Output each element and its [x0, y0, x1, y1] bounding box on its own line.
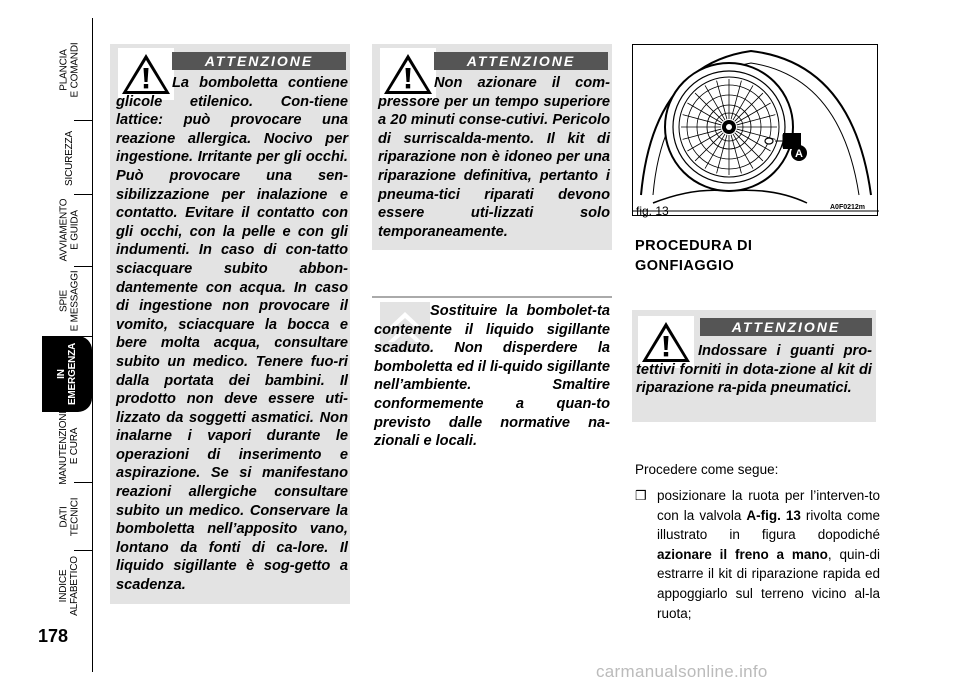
- section-heading: [635, 236, 752, 276]
- figure-wheel: [632, 44, 878, 216]
- heading-line-2: GONFIAGGIO: [635, 258, 735, 274]
- tab-manutenzione[interactable]: [42, 407, 96, 485]
- warning-box-right: [632, 310, 876, 422]
- warning-text-content: Indossare i guanti pro-tettivi forniti in dota-zione al kit di riparazione ra-pida pneumatici.: [636, 343, 872, 397]
- attention-banner: ATTENZIONE: [434, 52, 608, 70]
- tab-label: SICUREZZA: [63, 130, 75, 186]
- note-text: [374, 302, 610, 451]
- tab-divider: [74, 194, 92, 195]
- tab-indice[interactable]: [42, 550, 96, 622]
- step-text-post: , quin-di estrarre il kit di riparazione rapida ed appoggiarlo sul terreno vicino al-la ruota;: [657, 546, 881, 621]
- warning-text-content: La bomboletta contiene glicole etilenico. Con-tiene lattice: può provocare una reazione allergica. Nocivo per ingestione. Irritante per gli occhi. Può provocare una sen-sibilizzazione per inalazione e contatto. Evitare il contatto con gli occhi, con la pelle e con gli indumenti. In caso di con-tatto sciacquare subito abbon-dantemente con acqua. In caso di ingestione non provocare il vomito, sciacquare la bocca e bere molta acqua, consultare subito un medico. Tenere fuo-ri dalla portata dei bambini. Il prodotto non deve essere uti-lizzato da soggetti asmatici. Non inalarne i vapori durante le operazioni di inserimento e aspirazione. Se si manifestano reazioni allergiche consultare subito un medico. Conservare la bomboletta nell’apposito vano, lontano da fonti di ca-lore. Il liquido sigillante è sog-getto a scadenza.: [116, 75, 348, 594]
- warning-text: [636, 342, 872, 398]
- heading-line-1: PROCEDURA DI: [635, 238, 753, 254]
- attention-banner: ATTENZIONE: [700, 318, 872, 336]
- step-text-mid: rivolta come illustrato in figura dopodiché: [657, 507, 880, 543]
- tab-divider: [74, 550, 92, 551]
- tab-plancia[interactable]: [42, 22, 96, 118]
- attention-banner: ATTENZIONE: [172, 52, 346, 70]
- figure-reference: A-fig. 13: [746, 507, 801, 523]
- checkbox-bullet-icon: ❒: [635, 488, 647, 503]
- warning-text: [378, 74, 610, 241]
- tab-label: IN EMERGENZA: [56, 342, 78, 406]
- warning-box-left: [110, 44, 350, 604]
- tab-label: AVVIAMENTO E GUIDA: [58, 198, 80, 262]
- warning-text: [116, 74, 348, 595]
- step-emphasis: azionare il freno a mano: [657, 546, 828, 562]
- page-number: 178: [38, 626, 69, 646]
- procedure-step-1: [635, 486, 880, 623]
- tab-avviamento[interactable]: [42, 194, 96, 266]
- tab-dati[interactable]: [42, 482, 96, 552]
- tab-divider: [74, 120, 92, 121]
- step-text-pre: posizionare la ruota per l’interven-to con la valvola: [657, 488, 880, 523]
- tab-divider: [74, 336, 92, 337]
- tab-sicurezza[interactable]: [42, 120, 96, 196]
- warning-text-content: Non azionare il com-pressore per un tempo superiore a 20 minuti conse-cutivi. Pericolo di surriscalda-mento. Il kit di riparazione non è idoneo per una riparazione definitiva, pertanto i pneuma-tici riparati devono essere uti-lizzati solo temporaneamente.: [378, 75, 610, 240]
- step-text: [657, 486, 880, 623]
- tab-label: SPIE E MESSAGGI: [58, 270, 81, 332]
- tab-divider: [74, 266, 92, 267]
- figure-caption: fig. 13: [636, 204, 669, 218]
- tab-label: PLANCIA E COMANDI: [58, 42, 80, 98]
- tab-label: INDICE ALFABETICO: [58, 556, 80, 616]
- wheel-illustration: [633, 45, 879, 217]
- note-text-content: Sostituire la bombolet-ta contenente il liquido sigillante scaduto. Non disperdere la bomboletta ed il li-quido sigillante nell’ambiente. Smaltire conformemente a quan-to previsto dalle normative na-zionali e locali.: [374, 303, 610, 450]
- watermark: carmanualsonline.info: [596, 662, 768, 681]
- tab-emergenza[interactable]: [42, 336, 92, 412]
- note-top-rule: [372, 296, 612, 298]
- figure-code: A0F0212m: [830, 204, 866, 211]
- tab-label: MANUTENZIONE E CURA: [58, 407, 81, 485]
- chapter-sidebar: [0, 0, 100, 692]
- valve-marker-label: A: [795, 148, 803, 160]
- tab-divider: [74, 482, 92, 483]
- tab-label: DATI TECNICI: [57, 497, 80, 537]
- procedure-intro: Procedere come segue:: [635, 462, 779, 477]
- warning-box-middle: [372, 44, 612, 250]
- tab-spie[interactable]: [42, 266, 96, 336]
